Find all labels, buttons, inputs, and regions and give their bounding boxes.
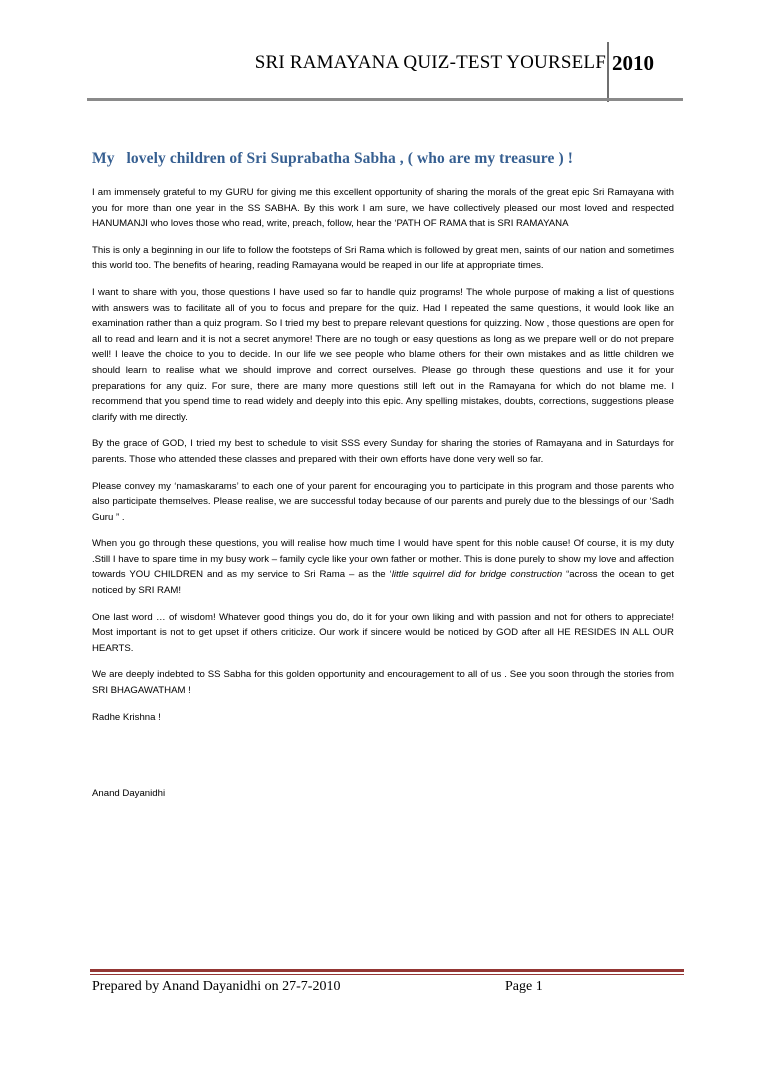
paragraph-text: When you go through these questions, you will realise how much time I would have spent for this noble cause! Of course, it is my duty .Still I have to spare time in my busy work – family cycle like your own father or mother. This is done purely to show my love and affection towards YOU CHILDREN and as my service to Sri Rama – as the ‘ [92,538,674,581]
header-title: SRI RAMAYANA QUIZ-TEST YOURSELF [254,52,606,73]
paragraph: Please convey my ‘namaskarams’ to each one of your parent for encouraging you to participate in this program and those parents who also participate themselves. Please realise, we are successful today because of our parents and purely due to the blessings of our ‘Sadh Guru ” . [92,480,674,523]
signature: Anand Dayanidhi [92,788,166,799]
letter-body [92,185,674,736]
header-year: 2010 [612,51,654,75]
paragraph-text-end: “across the ocean to get noticed by SRI RAM! [92,569,674,597]
footer-rule-thin [90,974,684,975]
paragraph: I am immensely grateful to my GURU for giving me this excellent opportunity of sharing the morals of the great epic Sri Ramayana with you for more than one year in the SS SABHA. By this work I am sure, we have collectively pleased our most loved and respected HANUMANJI who loves those who read, write, preach, follow, hear the ‘PATH OF RAMA that is SRI RAMAYANA [92,187,674,230]
header-divider [607,42,609,102]
signoff: Radhe Krishna ! [92,711,161,723]
paragraph-italic: little squirrel did for bridge construction [391,569,563,581]
page-number: Page 1 [505,979,543,994]
paragraph: I want to share with you, those questions I have used so far to handle quiz programs! The whole purpose of making a list of questions with answers was to facilitate all of you to focus and prepare for the quiz. Had I repeated the same questions, it would look like an examination rather than a quiz program. So I tried my best to prepare relevant questions for quizzing. Now , those questions are open for all to read and learn and it is not a secret anymore! There are no tough or easy questions as long as we prepare well or do not prepare well! I leave the choice to you to decide. In our life we see people who blame others for their own mistakes and as little children we should learn to realise what we should improve and correct ourselves. Please go through these questions and use it for your preparations for any quiz. For sure, there are many more questions still left out in the Ramayana for which do not blame me. I recommend that you spend time to read widely and deeply into this epic. Any spelling mistakes, doubts, corrections, suggestions please clarify with me directly. [92,286,674,423]
paragraph: One last word … of wisdom! Whatever good things you do, do it for your own liking and with passion and not for others to appreciate! Most important is not to get upset if others criticize. Our work if sincere would be noticed by GOD after all HE RESIDES IN ALL OUR HEARTS. [92,611,674,654]
footer-rule [90,969,684,972]
paragraph: This is only a beginning in our life to follow the footsteps of Sri Rama which is followed by great men, saints of our nation and sometimes this world too. The benefits of hearing, reading Ramayana would be reaped in our life at appropriate times. [92,244,674,272]
letter-heading: My lovely children of Sri Suprabatha Sabha , ( who are my treasure ) ! [92,150,573,167]
paragraph [92,536,674,598]
paragraph: We are deeply indebted to SS Sabha for this golden opportunity and encouragement to all of us . See you soon through the stories from SRI BHAGAWATHAM ! [92,669,674,697]
header-rule [87,98,683,101]
paragraph: By the grace of GOD, I tried my best to schedule to visit SSS every Sunday for sharing the stories of Ramayana and in Saturdays for parents. Those who attended these classes and prepared with their own efforts have done very well so far. [92,438,674,465]
footer-prepared-by: Prepared by Anand Dayanidhi on 27-7-2010 [92,979,341,994]
